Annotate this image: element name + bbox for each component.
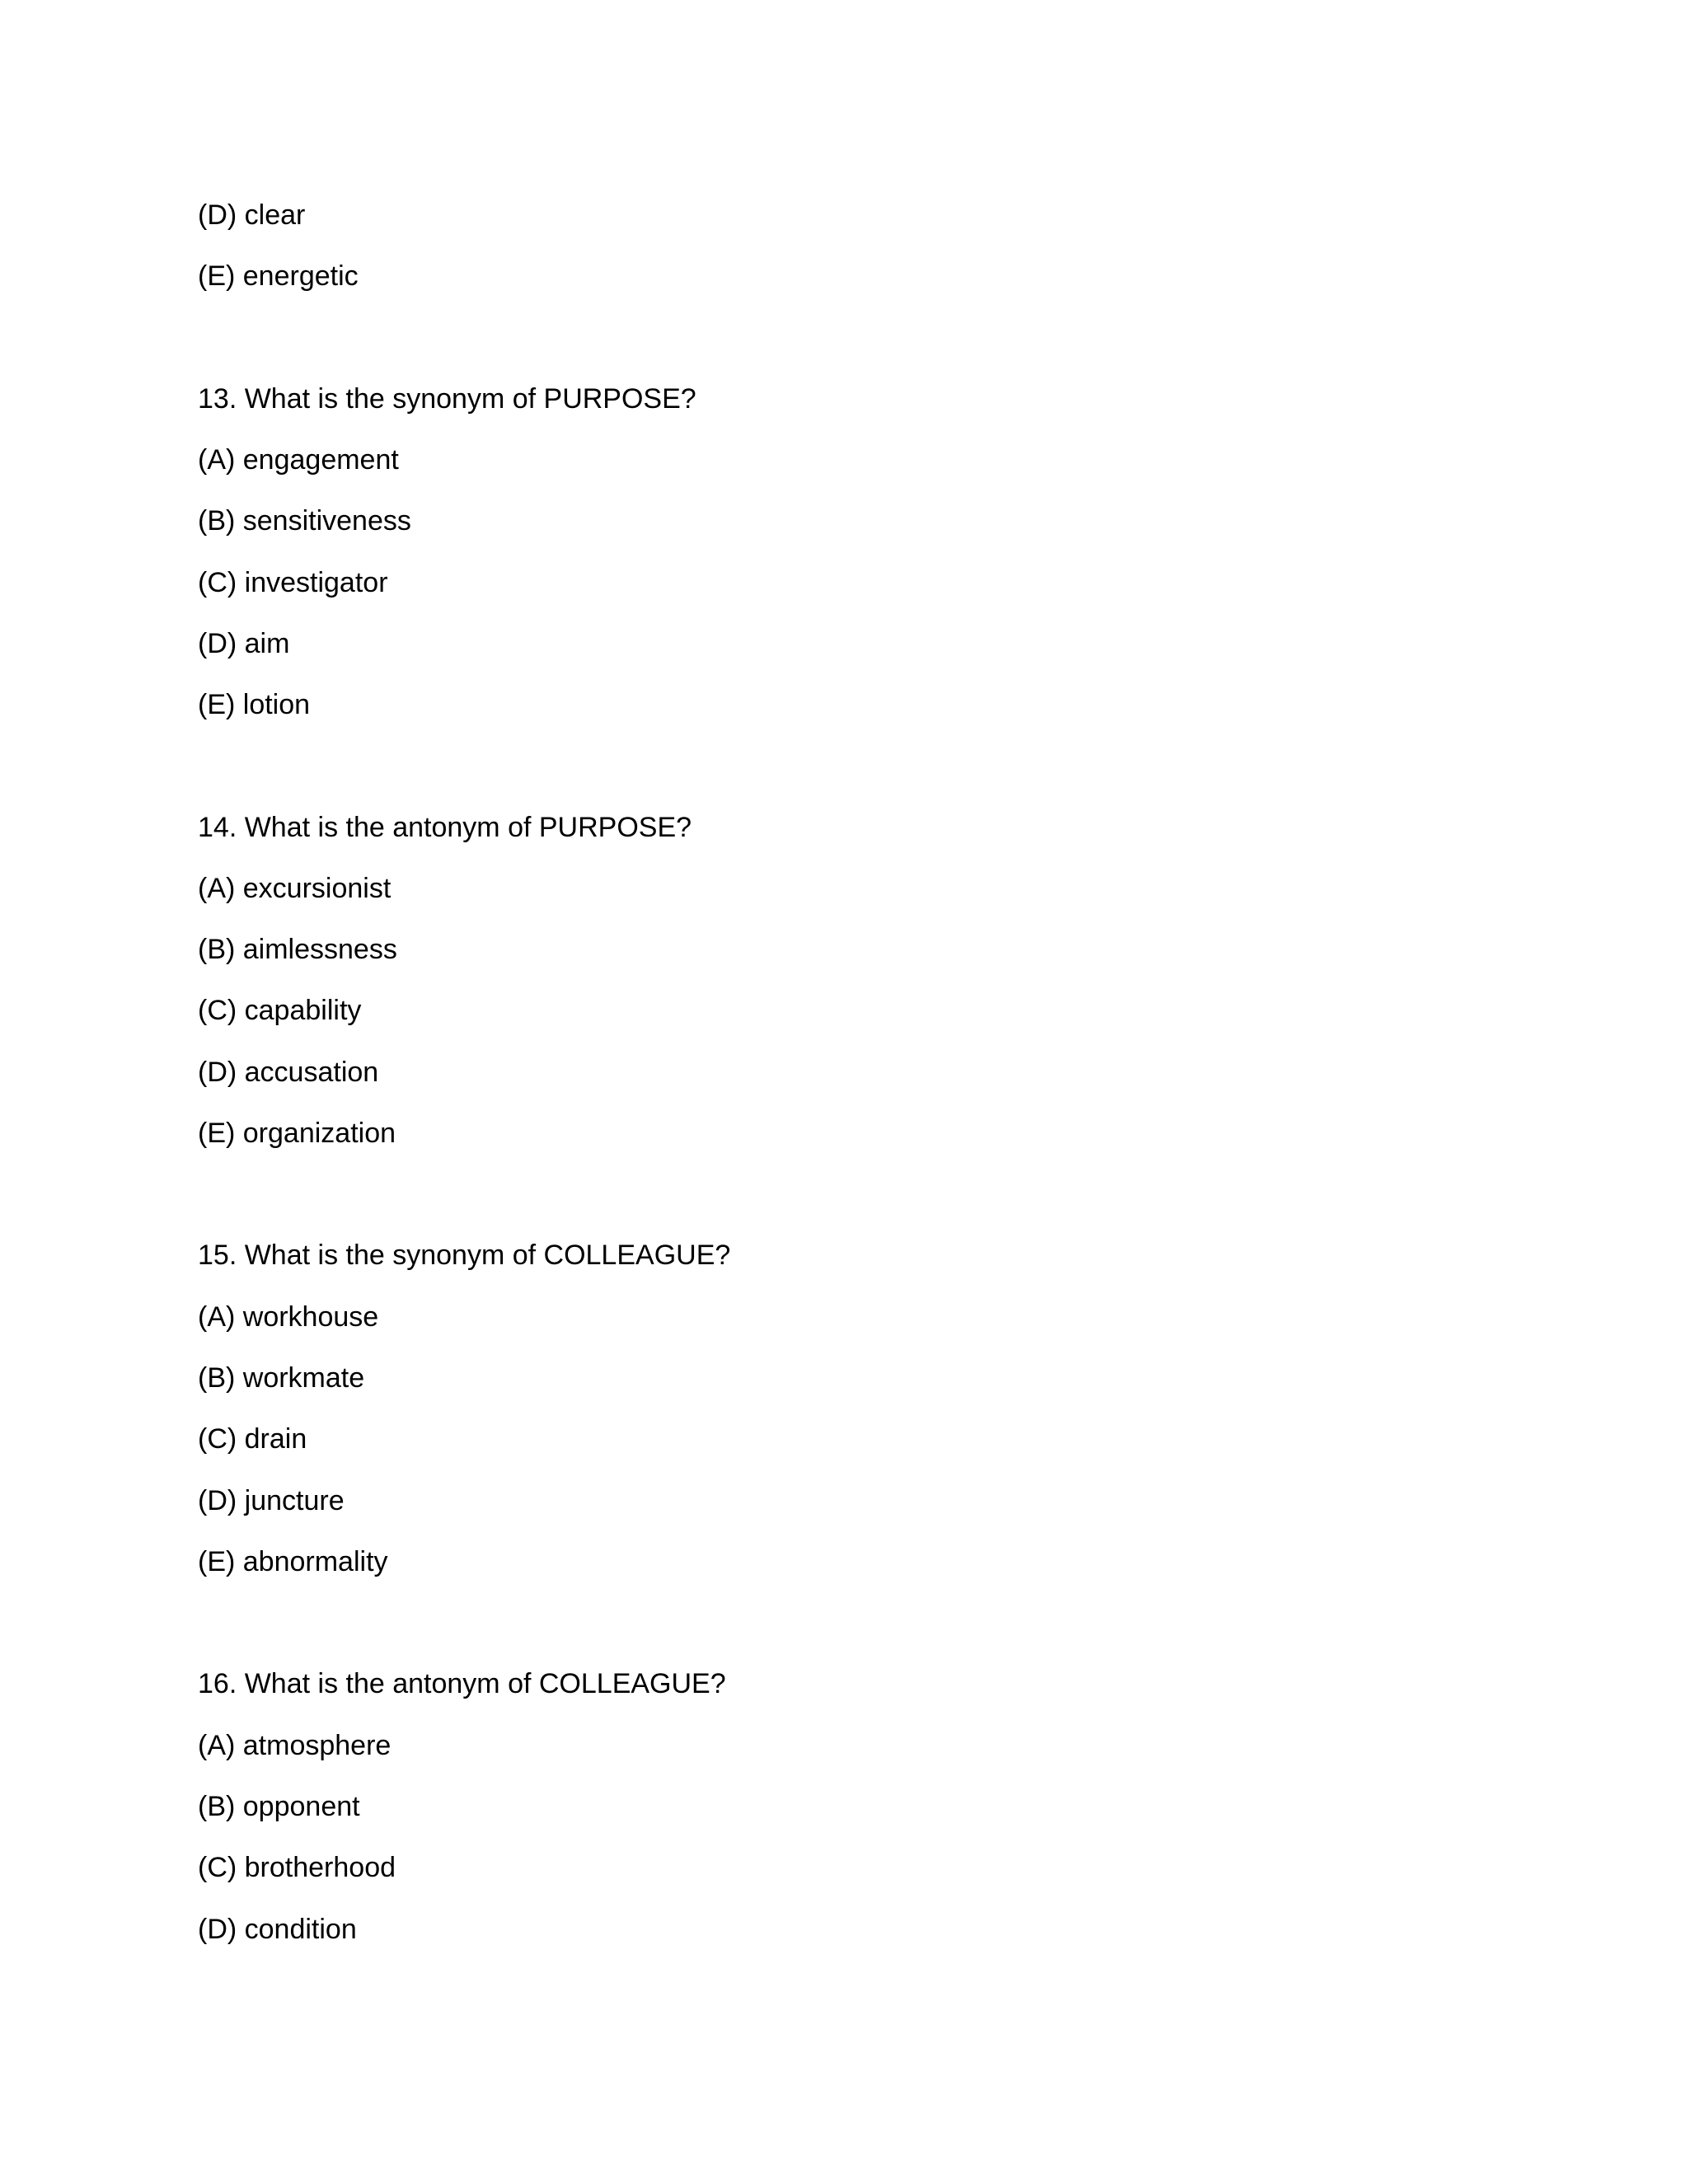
question-prompt: 14. What is the antonym of PURPOSE? — [198, 812, 692, 843]
option-item: (A) excursionist — [198, 873, 392, 904]
option-item: (B) workmate — [198, 1362, 365, 1394]
option-item: (C) drain — [198, 1423, 307, 1455]
option-item: (E) energetic — [198, 260, 359, 292]
option-item: (B) opponent — [198, 1791, 360, 1822]
option-item: (E) abnormality — [198, 1546, 388, 1577]
option-item: (A) engagement — [198, 444, 399, 476]
option-item: (B) aimlessness — [198, 934, 397, 965]
question-prompt: 16. What is the antonym of COLLEAGUE? — [198, 1668, 726, 1699]
option-item: (A) atmosphere — [198, 1730, 392, 1761]
question-prompt: 15. What is the synonym of COLLEAGUE? — [198, 1240, 731, 1271]
option-item: (E) organization — [198, 1118, 396, 1149]
option-item: (E) lotion — [198, 689, 311, 720]
option-item: (D) accusation — [198, 1057, 379, 1088]
question-prompt: 13. What is the synonym of PURPOSE? — [198, 383, 696, 415]
option-item: (D) condition — [198, 1914, 357, 1945]
option-item: (C) capability — [198, 995, 362, 1026]
option-item: (C) investigator — [198, 567, 388, 598]
option-item: (A) workhouse — [198, 1301, 379, 1333]
option-item: (D) clear — [198, 199, 306, 231]
option-item: (B) sensitiveness — [198, 505, 411, 537]
option-item: (D) aim — [198, 628, 290, 659]
option-item: (C) brotherhood — [198, 1852, 396, 1883]
option-item: (D) juncture — [198, 1485, 345, 1516]
